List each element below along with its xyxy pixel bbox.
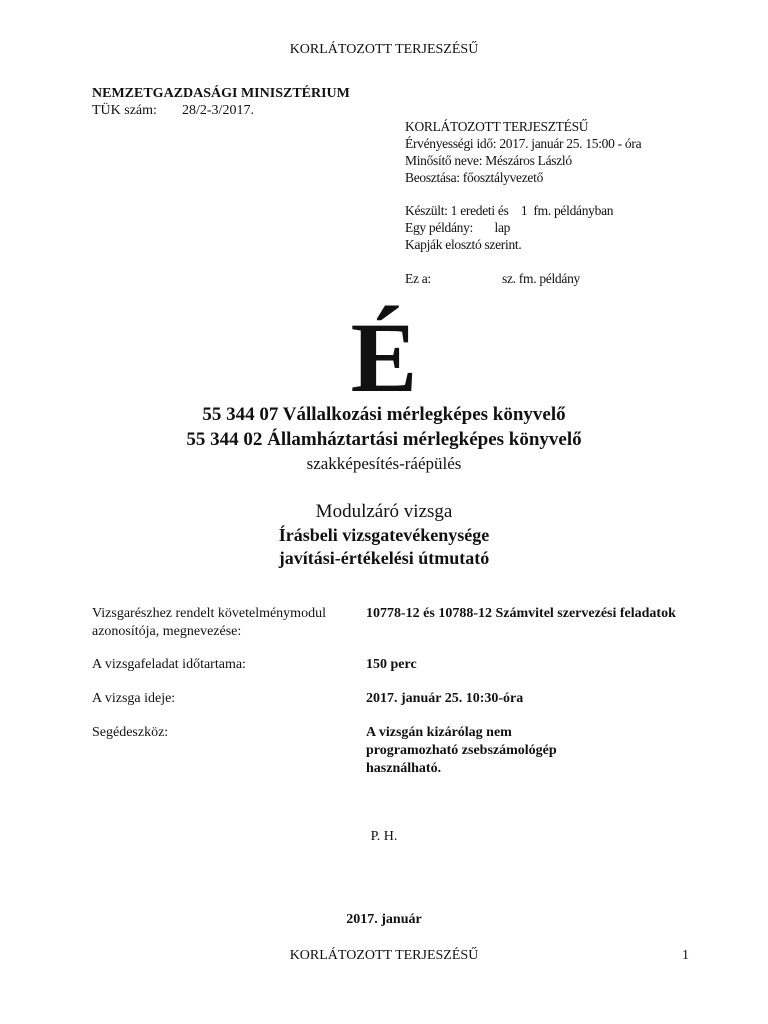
footer-classification: KORLÁTOZOTT TERJESZÉSŰ bbox=[289, 948, 479, 963]
detail-value-exam-time: 2017. január 25. 10:30-óra bbox=[366, 691, 524, 706]
tuk-number-value: 28/2-3/2017. bbox=[182, 103, 254, 118]
meta-copy-number-label: Ez a: bbox=[405, 271, 431, 286]
evaluation-guide-title: javítási-értékelési útmutató bbox=[278, 548, 490, 568]
detail-label-exam-time: A vizsga ideje: bbox=[92, 691, 176, 706]
meta-classifier: Minősítő neve: Mészáros László bbox=[405, 153, 572, 168]
detail-value-module: 10778-12 és 10788-12 Számvitel szervezési feladatok bbox=[366, 606, 676, 621]
detail-label-duration: A vizsgafeladat időtartama: bbox=[92, 657, 246, 672]
stamp-placeholder: P. H. bbox=[370, 829, 398, 844]
meta-copy-number-suffix: sz. fm. példány bbox=[502, 271, 580, 286]
detail-label-tools: Segédeszköz: bbox=[92, 725, 169, 740]
meta-classification: KORLÁTOZOTT TERJESZTÉSŰ bbox=[405, 119, 589, 134]
tuk-number-label: TÜK szám: bbox=[92, 103, 157, 118]
meta-validity: Érvényességi idő: 2017. január 25. 15:00 - óra bbox=[405, 136, 642, 151]
document-date: 2017. január bbox=[346, 912, 422, 927]
top-classification-header: KORLÁTOZOTT TERJESZÉSŰ bbox=[289, 42, 479, 57]
qualification-title-2: 55 344 02 Államháztartási mérlegképes könyvelő bbox=[186, 429, 582, 450]
meta-pages: Egy példány: lap bbox=[405, 220, 511, 235]
exam-type: Modulzáró vizsga bbox=[315, 501, 453, 522]
detail-value-duration: 150 perc bbox=[366, 657, 417, 672]
large-letter-e: É bbox=[350, 302, 418, 413]
meta-position: Beosztása: főosztályvezető bbox=[405, 170, 544, 185]
page-number: 1 bbox=[682, 948, 689, 963]
meta-distribution: Kapják elosztó szerint. bbox=[405, 237, 522, 252]
qualification-subtitle: szakképesítés-ráépülés bbox=[306, 454, 462, 473]
detail-label-module: Vizsgarészhez rendelt követelménymodul azonosítója, megnevezése: bbox=[92, 606, 326, 639]
meta-copies: Készült: 1 eredeti és 1 fm. példányban bbox=[405, 203, 614, 218]
ministry-name: NEMZETGAZDASÁGI MINISZTÉRIUM bbox=[92, 86, 350, 101]
detail-value-tools: A vizsgán kizárólag nem programozható zsebszámológép használható. bbox=[366, 725, 557, 776]
qualification-title-1: 55 344 07 Vállalkozási mérlegképes könyvelő bbox=[202, 404, 566, 425]
exam-activity: Írásbeli vizsgatevékenysége bbox=[278, 525, 490, 545]
